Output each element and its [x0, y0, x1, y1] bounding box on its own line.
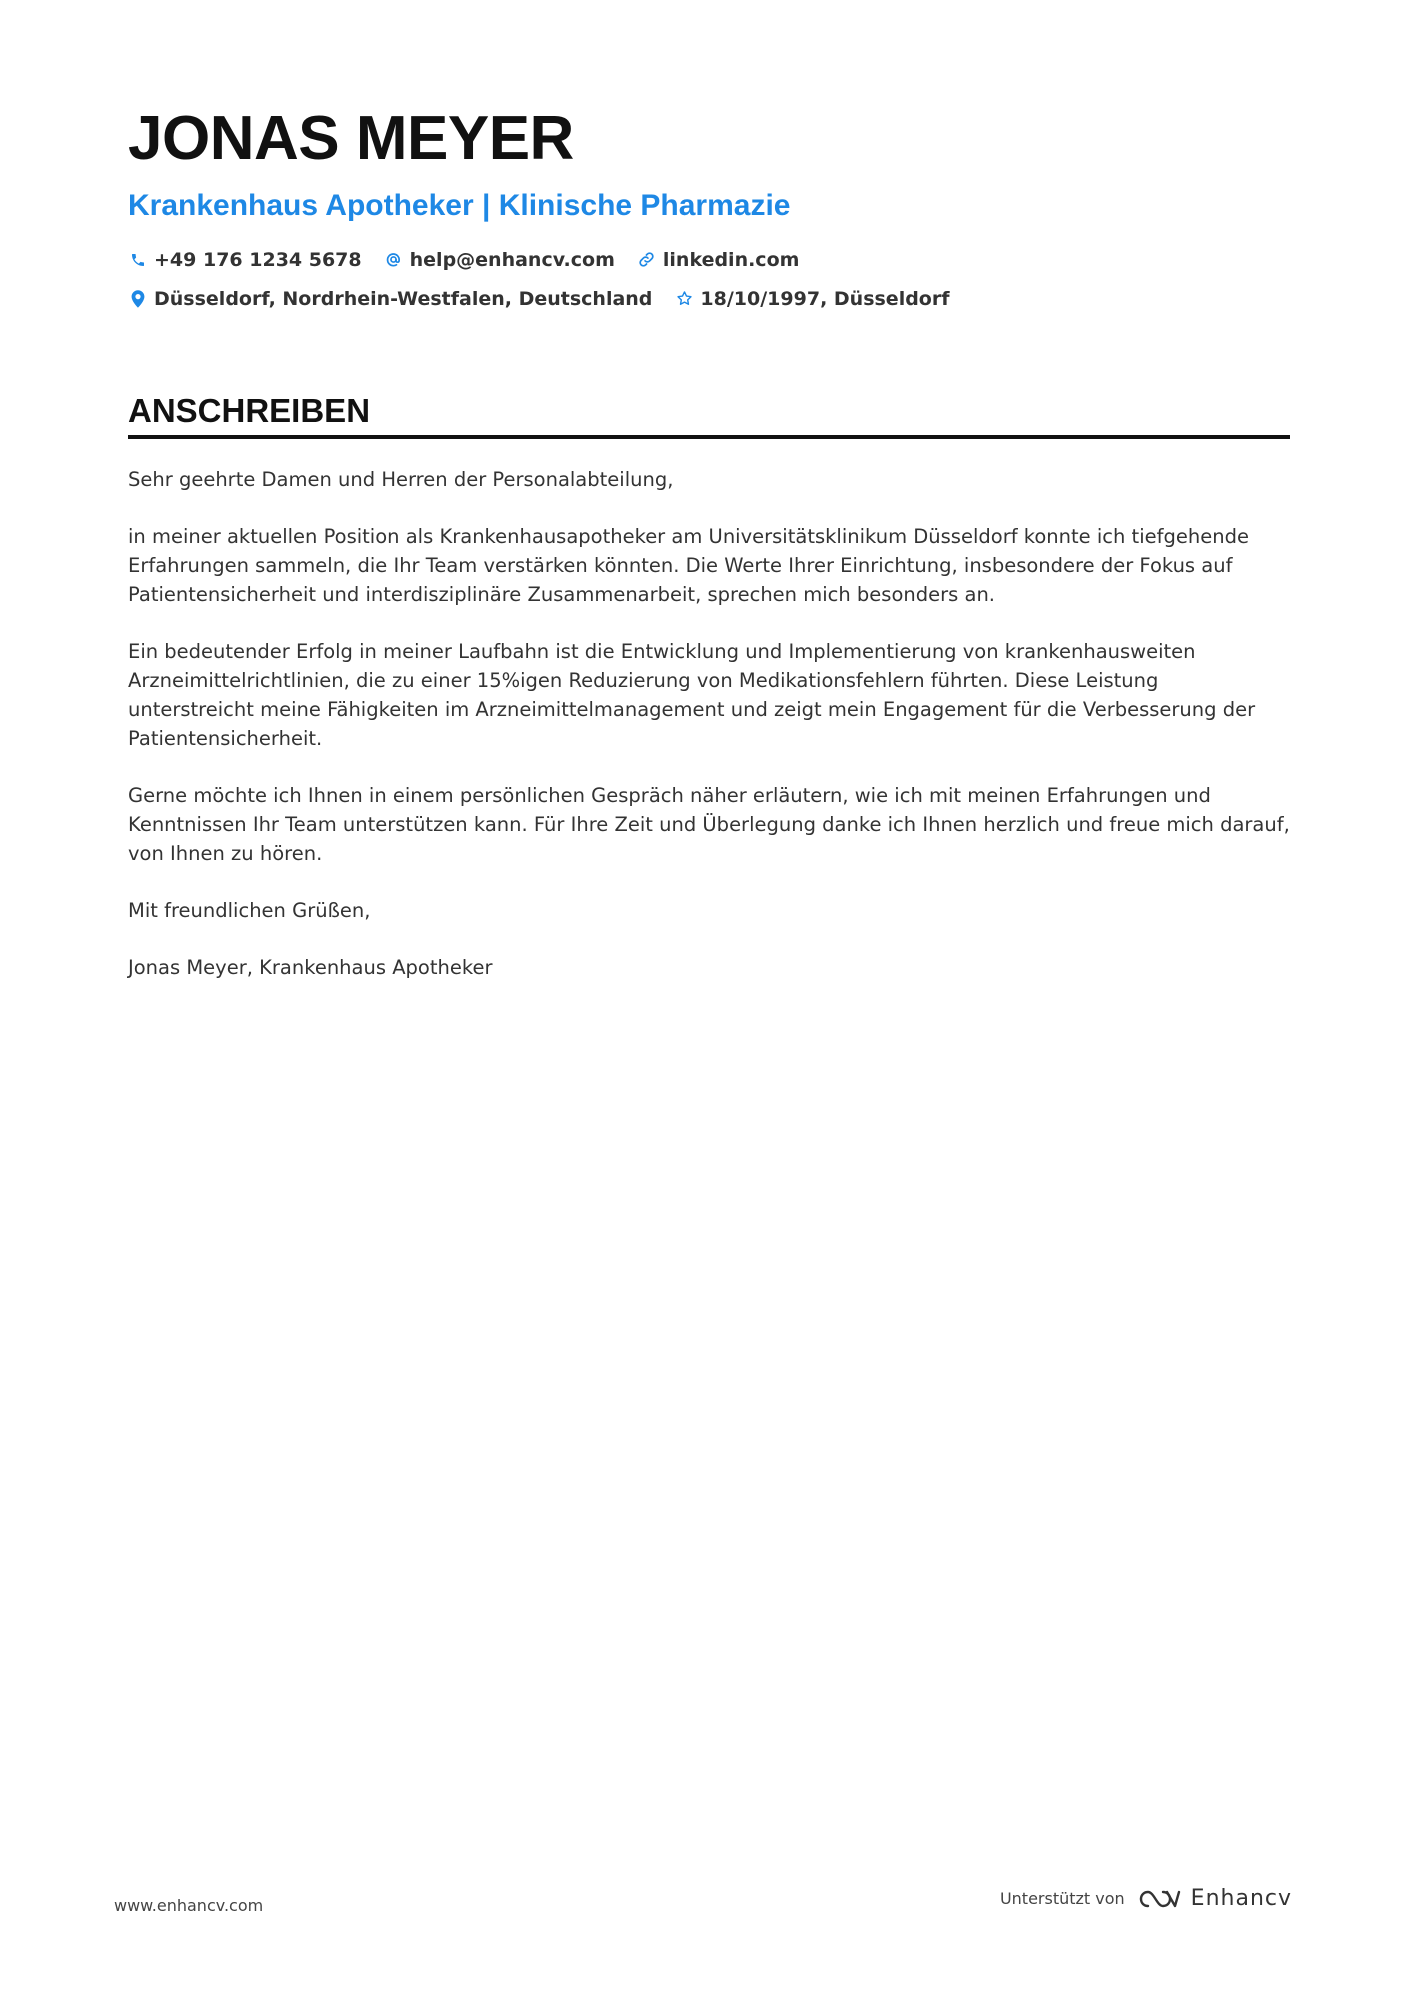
- contact-location-text: Düsseldorf, Nordrhein-Westfalen, Deutschland: [154, 287, 653, 310]
- contact-linkedin-text: linkedin.com: [662, 248, 800, 271]
- section-divider: [128, 435, 1290, 439]
- letter-paragraph: Gerne möchte ich Ihnen in einem persönlichen Gespräch näher erläutern, wie ich mit meinen Erfahrungen und Kenntnissen Ihr Team unterstützen kann. Für Ihre Zeit und Überlegung danke ich Ihnen herzlich und freue mich darauf, von Ihnen zu hören.: [128, 784, 1290, 865]
- link-icon: [637, 250, 657, 270]
- at-icon: [384, 250, 404, 270]
- phone-icon: [128, 250, 148, 270]
- enhancv-logo[interactable]: [1137, 1886, 1292, 1911]
- letter-body: [128, 465, 1290, 982]
- letter-salutation: Sehr geehrte Damen und Herren der Personalabteilung,: [128, 468, 674, 491]
- contact-info: [128, 246, 1290, 312]
- candidate-name: JONAS MEYER: [128, 104, 574, 173]
- contact-birth: [674, 285, 949, 312]
- contact-birth-text: 18/10/1997, Düsseldorf: [700, 287, 950, 310]
- location-pin-icon: [128, 289, 148, 309]
- candidate-title: Krankenhaus Apotheker | Klinische Pharmazie: [128, 189, 791, 222]
- contact-location: [128, 285, 652, 312]
- contact-phone: [128, 246, 362, 273]
- brand-name: Enhancv: [1190, 1886, 1292, 1911]
- contact-email-text: help@enhancv.com: [409, 248, 615, 271]
- contact-phone-text: +49 176 1234 5678: [154, 248, 362, 271]
- footer-website[interactable]: www.enhancv.com: [114, 1896, 264, 1915]
- star-icon: [674, 289, 694, 309]
- section-title: ANSCHREIBEN: [128, 392, 371, 429]
- infinity-logo-icon: [1137, 1887, 1181, 1911]
- contact-email[interactable]: [384, 246, 615, 273]
- letter-paragraph: Ein bedeutender Erfolg in meiner Laufbahn ist die Entwicklung und Implementierung von krankenhausweiten Arzneimittelrichtlinien, die zu einer 15%igen Reduzierung von Medikationsfehlern führten. Diese Leistung unterstreicht meine Fähigkeiten im Arzneimittelmanagement und zeigt mein Engagement für die Verbesserung der Patientensicherheit.: [128, 640, 1256, 750]
- letter-closing: Mit freundlichen Grüßen,: [128, 899, 371, 922]
- footer-branding: [1000, 1886, 1292, 1911]
- letter-signature: Jonas Meyer, Krankenhaus Apotheker: [128, 956, 493, 979]
- powered-by-label: Unterstützt von: [999, 1889, 1125, 1908]
- cover-letter-page: [128, 104, 1290, 1010]
- contact-linkedin[interactable]: [637, 246, 800, 273]
- letter-paragraph: in meiner aktuellen Position als Krankenhausapotheker am Universitätsklinikum Düsseldorf konnte ich tiefgehende Erfahrungen sammeln, die Ihr Team verstärken könnten. Die Werte Ihrer Einrichtung, insbesondere der Fokus auf Patientensicherheit und interdisziplinäre Zusammenarbeit, sprechen mich besonders an.: [128, 525, 1249, 606]
